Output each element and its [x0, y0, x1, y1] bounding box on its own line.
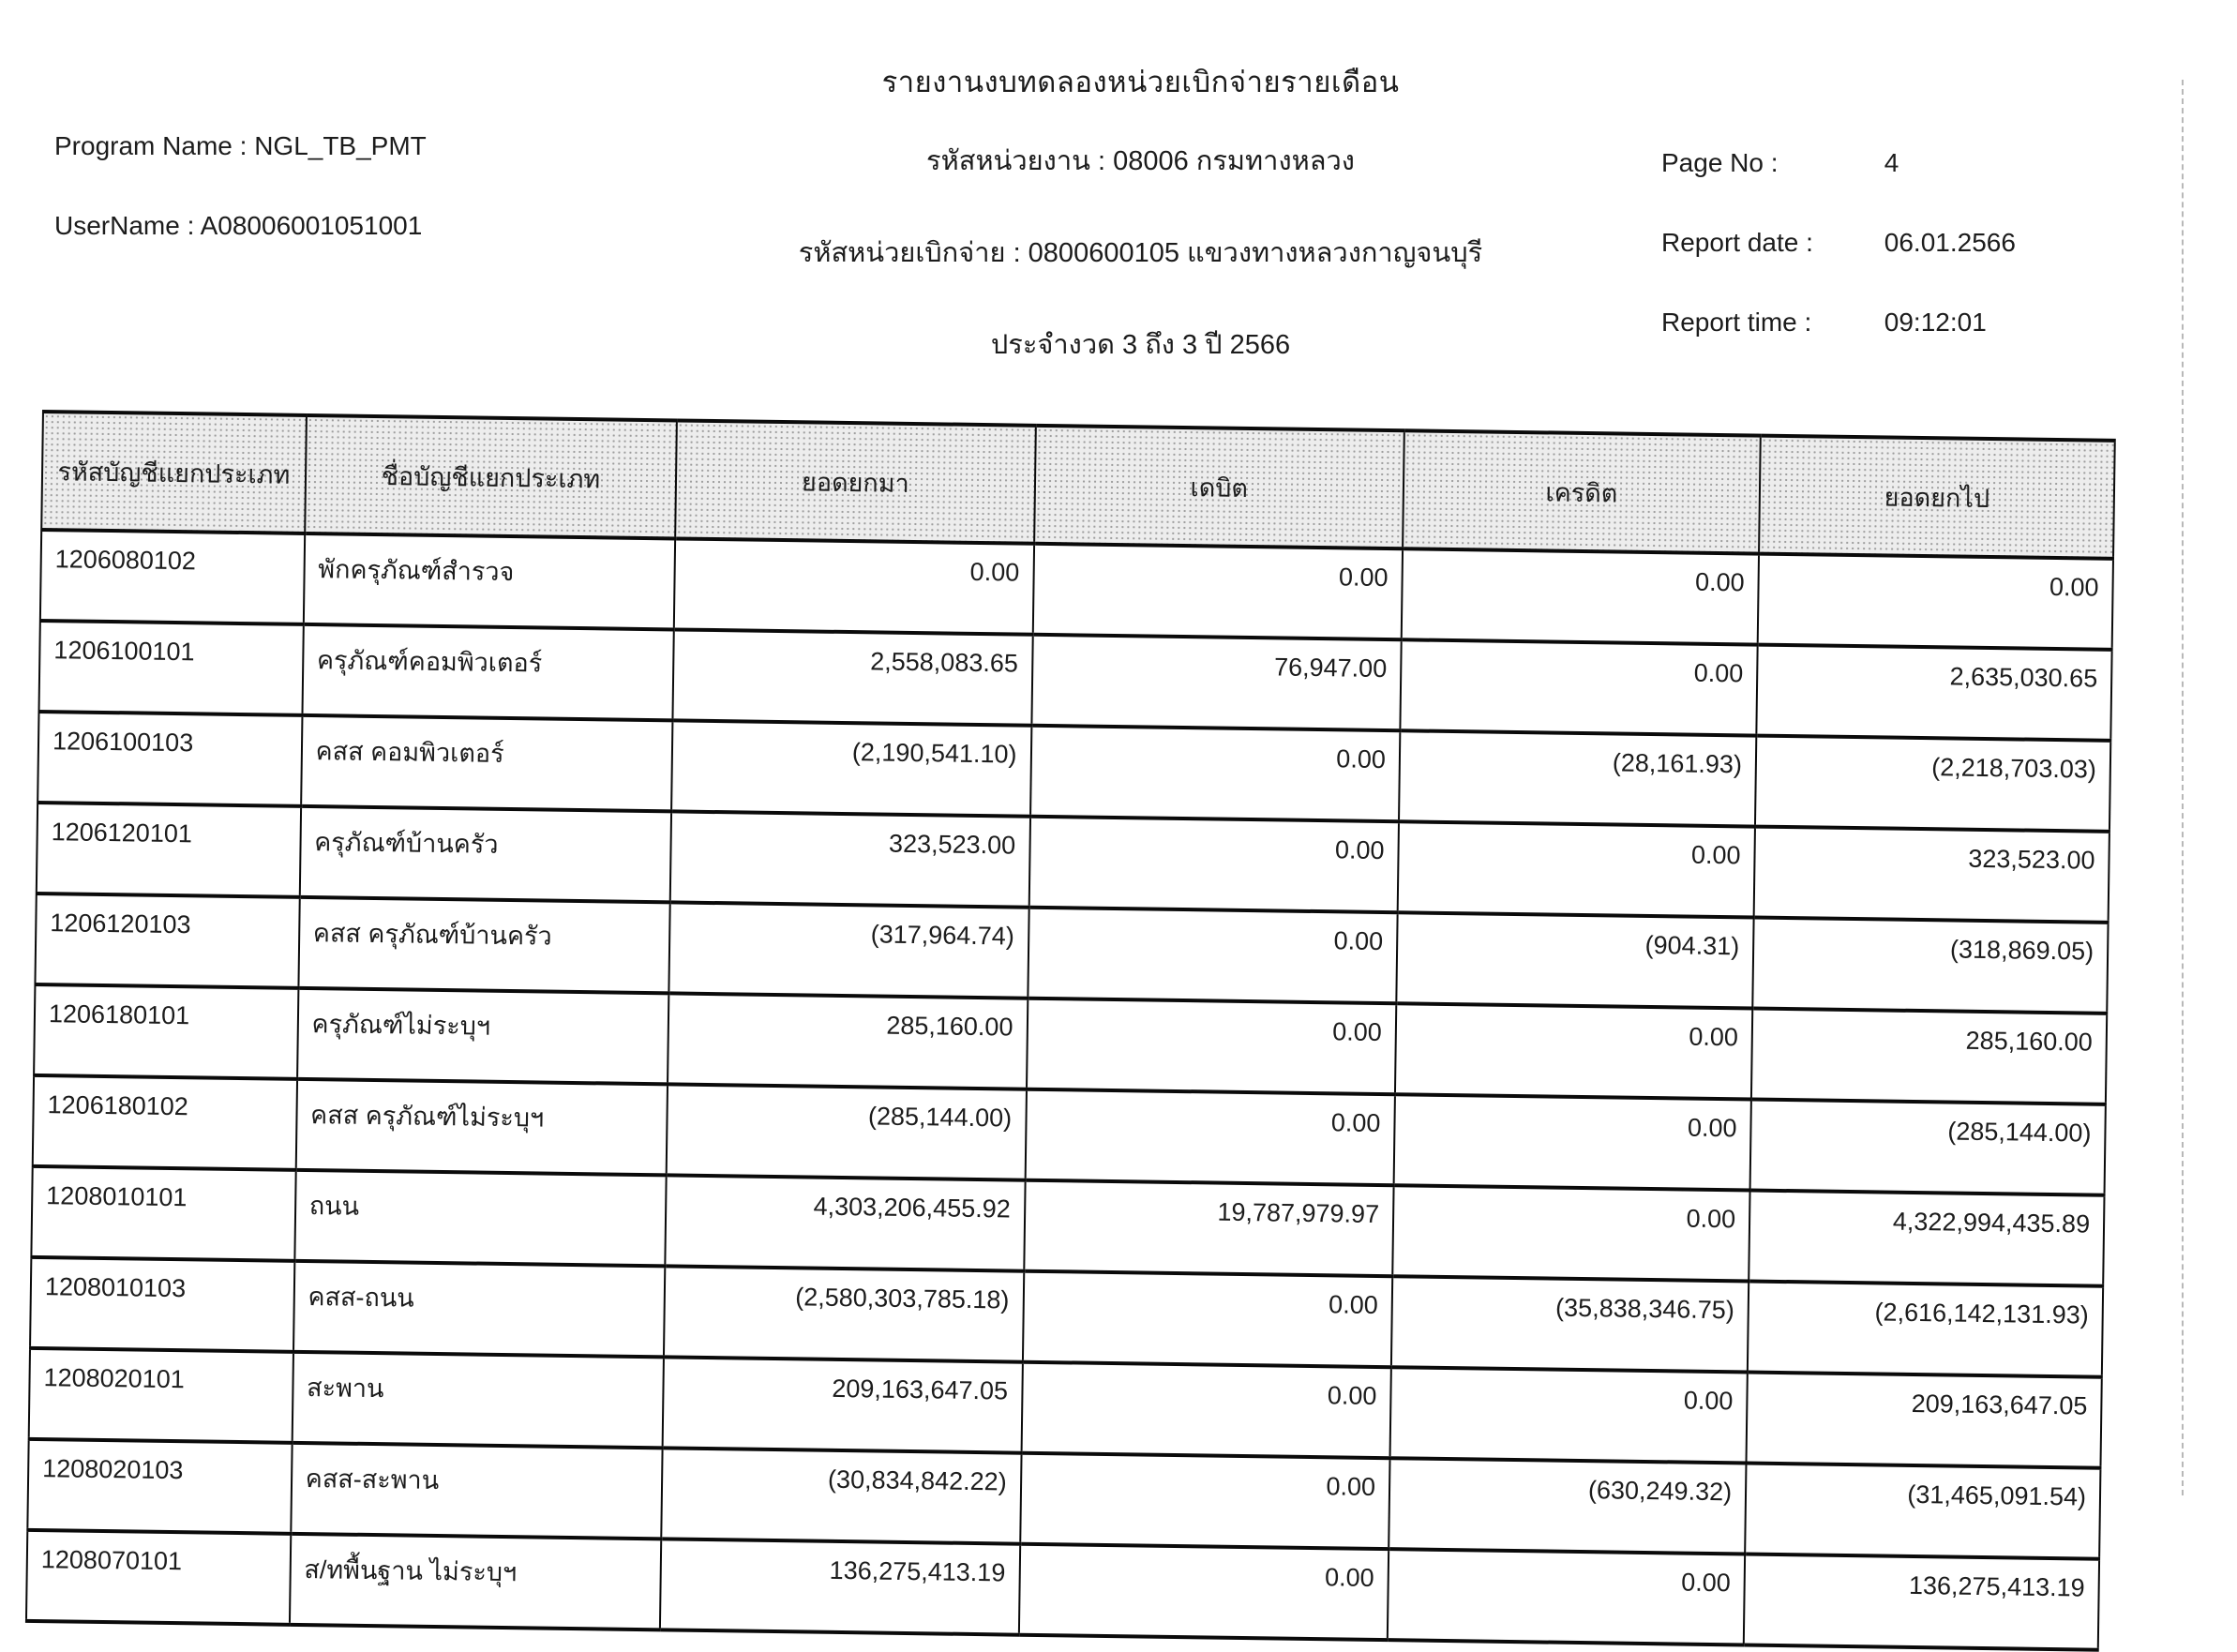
agency-code-line: รหัสหน่วยงาน : 08006 กรมทางหลวง	[926, 146, 1355, 176]
period-line: ประจำงวด 3 ถึง 3 ปี 2566	[990, 330, 1291, 360]
ending-balance-cell: (31,465,091.54)	[1745, 1463, 2100, 1558]
account-code-cell: 1208010101	[31, 1166, 295, 1261]
report-time-value: 09:12:01	[1884, 308, 1987, 337]
account-code-cell: 1206100103	[38, 712, 302, 806]
ending-balance-cell: 285,160.00	[1751, 1009, 2107, 1104]
report-date-label: Report date :	[1661, 228, 1813, 257]
beginning-balance-cell: 2,558,083.65	[673, 629, 1033, 725]
debit-cell: 0.00	[1022, 1271, 1392, 1367]
username-label: UserName :	[54, 211, 195, 240]
credit-cell: 0.00	[1389, 1367, 1747, 1463]
report-title: รายงานงบทดลองหน่วยเบิกจ่ายรายเดือน	[881, 66, 1400, 98]
account-code-cell: 1206180102	[33, 1075, 297, 1170]
report-time-label: Report time :	[1661, 308, 1812, 337]
disbursement-unit-line: รหัสหน่วยเบิกจ่าย : 0800600105 แขวงทางหลวงกาญจนบุรี	[798, 238, 1483, 268]
beginning-balance-cell: 209,163,647.05	[663, 1357, 1023, 1452]
credit-cell: 0.00	[1394, 1094, 1751, 1190]
debit-cell: 0.00	[1028, 908, 1398, 1003]
debit-cell: 0.00	[1027, 999, 1397, 1094]
beginning-balance-cell: (30,834,842.22)	[661, 1448, 1021, 1543]
ending-balance-cell: 4,322,994,435.89	[1749, 1191, 2104, 1286]
beginning-balance-cell: 4,303,206,455.92	[666, 1175, 1026, 1270]
username-value: A08006001051001	[200, 211, 423, 240]
credit-cell: (904.31)	[1396, 912, 1753, 1008]
account-code-cell: 1206120103	[35, 894, 299, 988]
account-code-cell: 1208020103	[27, 1439, 292, 1534]
debit-cell: 76,947.00	[1031, 635, 1402, 730]
beginning-balance-cell: (2,190,541.10)	[671, 720, 1031, 816]
ending-balance-cell: 0.00	[1758, 554, 2113, 650]
ending-balance-cell: (2,616,142,131.93)	[1748, 1282, 2103, 1377]
debit-cell: 19,787,979.97	[1024, 1180, 1394, 1276]
account-code-cell: 1208070101	[26, 1530, 291, 1625]
debit-cell: 0.00	[1028, 817, 1399, 912]
credit-cell: 0.00	[1402, 548, 1759, 644]
report-time-line	[1661, 308, 2016, 338]
beginning-balance-cell: (2,580,303,785.18)	[664, 1266, 1024, 1361]
account-code-cell: 1206120101	[37, 803, 301, 897]
credit-cell: 0.00	[1400, 639, 1757, 735]
account-name-cell: ถนน	[294, 1170, 667, 1267]
ending-balance-cell: (2,218,703.03)	[1755, 736, 2110, 832]
account-name-cell: ครุภัณฑ์ไม่ระบุฯ	[297, 988, 669, 1085]
header-right-block	[1661, 148, 2016, 387]
account-name-cell: คสส ครุภัณฑ์ไม่ระบุฯ	[295, 1079, 668, 1176]
beginning-balance-cell: 323,523.00	[670, 811, 1030, 907]
beginning-balance-cell: (285,144.00)	[667, 1084, 1027, 1179]
credit-cell: 0.00	[1398, 821, 1755, 917]
credit-cell: 0.00	[1388, 1549, 1745, 1644]
credit-cell: 0.00	[1392, 1185, 1749, 1281]
page-no-label: Page No :	[1661, 148, 1779, 177]
beginning-balance-cell: 136,275,413.19	[660, 1539, 1020, 1634]
credit-cell: (35,838,346.75)	[1391, 1276, 1749, 1372]
program-name-label: Program Name :	[54, 131, 248, 160]
debit-cell: 0.00	[1021, 1362, 1391, 1458]
column-header-account-name: ชื่อบัญชีแยกประเภท	[305, 415, 677, 539]
page-no-line	[1661, 148, 2016, 178]
report-date-line	[1661, 228, 2016, 258]
trial-balance-table	[25, 410, 2116, 1652]
account-name-cell: พักครุภัณฑ์สำรวจ	[303, 533, 675, 630]
column-header-credit: เครดิต	[1403, 430, 1761, 553]
ending-balance-cell: (318,869.05)	[1752, 918, 2108, 1014]
account-name-cell: คสส ครุภัณฑ์บ้านครัว	[298, 897, 670, 994]
account-code-cell: 1206180101	[34, 984, 298, 1079]
ending-balance-cell: 136,275,413.19	[1744, 1554, 2099, 1649]
program-name-value: NGL_TB_PMT	[254, 131, 427, 160]
table-body	[26, 530, 2113, 1650]
credit-cell: (630,249.32)	[1389, 1458, 1746, 1554]
debit-cell: 0.00	[1025, 1089, 1395, 1185]
account-name-cell: คสส คอมพิวเตอร์	[301, 715, 673, 812]
ending-balance-cell: 209,163,647.05	[1747, 1372, 2102, 1467]
credit-cell: (28,161.93)	[1399, 730, 1756, 826]
debit-cell: 0.00	[1030, 726, 1401, 821]
ending-balance-cell: 2,635,030.65	[1756, 645, 2111, 741]
credit-cell: 0.00	[1395, 1003, 1752, 1099]
ending-balance-cell: (285,144.00)	[1750, 1100, 2106, 1195]
account-code-cell: 1208010103	[30, 1257, 294, 1352]
column-header-debit: เดบิต	[1034, 426, 1404, 548]
beginning-balance-cell: (317,964.74)	[669, 902, 1029, 998]
scan-paper-edge	[2182, 80, 2184, 1495]
column-header-ending-balance: ยอดยกไป	[1759, 436, 2115, 559]
column-header-beginning-balance: ยอดยกมา	[675, 420, 1035, 543]
page-no-value: 4	[1884, 148, 1899, 177]
account-name-cell: ส/ทพื้นฐาน ไม่ระบุฯ	[290, 1534, 662, 1630]
account-code-cell: 1206100101	[39, 621, 304, 715]
column-header-account-code: รหัสบัญชีแยกประเภท	[41, 412, 306, 533]
account-name-cell: คสส-ถนน	[293, 1261, 666, 1358]
account-name-cell: คสส-สะพาน	[291, 1443, 663, 1539]
beginning-balance-cell: 0.00	[674, 538, 1034, 634]
debit-cell: 0.00	[1018, 1544, 1389, 1640]
beginning-balance-cell: 285,160.00	[668, 993, 1028, 1089]
account-code-cell: 1208020101	[29, 1348, 293, 1443]
debit-cell: 0.00	[1032, 544, 1403, 639]
account-name-cell: ครุภัณฑ์บ้านครัว	[299, 806, 671, 903]
account-code-cell: 1206080102	[40, 530, 305, 624]
account-name-cell: ครุภัณฑ์คอมพิวเตอร์	[302, 624, 674, 721]
report-date-value: 06.01.2566	[1884, 228, 2016, 257]
ending-balance-cell: 323,523.00	[1754, 827, 2109, 923]
debit-cell: 0.00	[1020, 1453, 1390, 1549]
account-name-cell: สะพาน	[292, 1352, 664, 1449]
trial-balance-table-wrap	[25, 410, 2116, 1652]
